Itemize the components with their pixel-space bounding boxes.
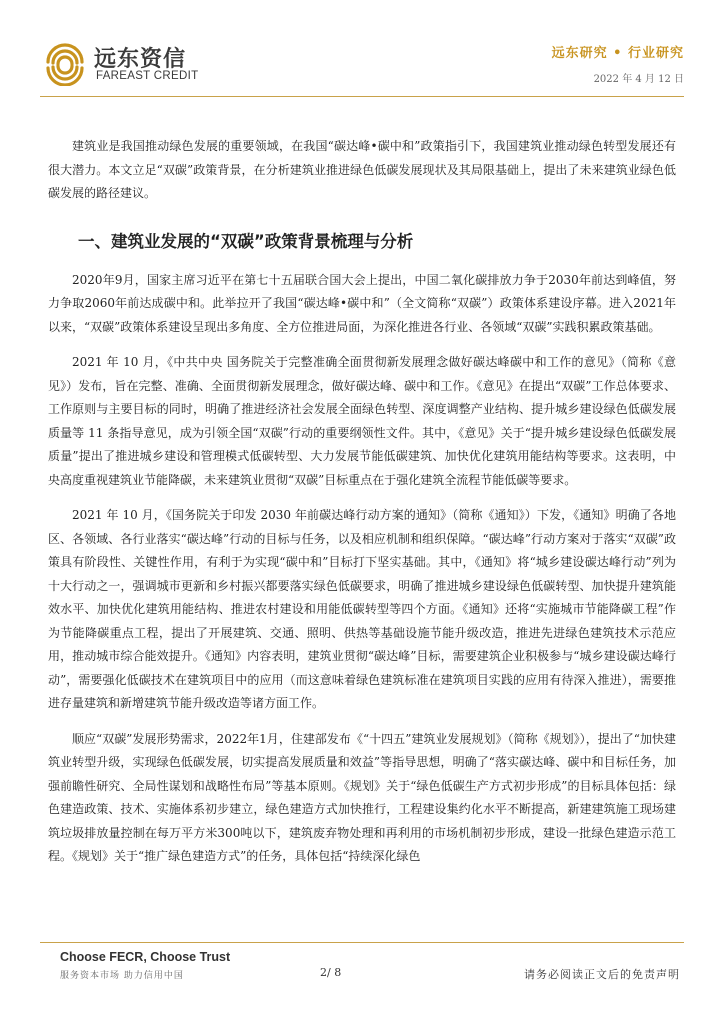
header-divider [40,96,684,97]
page-number: 2/ 8 [320,966,342,979]
report-series: 远东研究 • 行业研究 [551,46,684,61]
brand-name-cn: 远东资信 [94,47,187,72]
fareast-logo-icon [40,40,90,86]
disclaimer-notice: 请务必阅读正文后的免责声明 [524,968,680,981]
intro-paragraph: 建筑业是我国推动绿色发展的重要领域，在我国“碳达峰•碳中和”政策指引下，我国建筑业推动绿色转型发展还有很大潜力。本文立足“双碳”政策背景，在分析建筑业推进绿色低碳发展现状及其局限基础上，提出了未来建筑业绿色低碳发展的路径建议。 [48,139,676,200]
report-date: 2022 年 4 月 12 日 [593,74,684,85]
footer-divider [40,942,684,943]
report-body [48,135,676,881]
footer-slogan-sub: 服务资本市场 助力信用中国 [60,971,184,981]
body-paragraph: 顺应“双碳”发展形势需求，2022年1月，住建部发布《“十四五”建筑业发展规划》（简称《规划》），提出了“加快建筑业转型升级，实现绿色低碳发展，切实提高发展质量和效益”等指导思想，明确了“落实碳达峰、碳中和目标任务，加强前瞻性研究、全局性谋划和战略性布局”等基本原则。《规划》关于“绿色低碳生产方式初步形成”的目标具体包括：绿色建造政策、技术、实施体系初步建立，绿色建造方式加快推行，工程建设集约化水平不断提高，新建建筑施工现场建筑垃圾排放量控制在每万平方米300吨以下，建筑废弃物处理和再利用的市场机制初步形成，建设一批绿色建造示范工程。《规划》关于“推广绿色建造方式”的任务，具体包括“持续深化绿色 [48,731,676,863]
fareast-credit-logo [40,40,240,90]
brand-name-en: FAREAST CREDIT [96,70,199,82]
body-paragraph: 2021 年 10 月，《国务院关于印发 2030 年前碳达峰行动方案的通知》（简称《通知》）下发，《通知》明确了各地区、各领域、各行业落实“碳达峰”行动的目标与任务，以及相应机制和组织保障。“碳达峰”行动方案对于落实“双碳”政策具有阶段性、关键性作用，有利于为实现“碳中和”目标打下坚实基础。其中，《通知》将“城乡建设碳达峰行动”列为十大行动之一，强调城市更新和乡村振兴都要落实绿色低碳要求，明确了推进城乡建设绿色低碳转型、加快提升建筑能效水平、加快优化建筑用能结构、推进农村建设和用能低碳转型等四个方面。《通知》还将“实施城市节能降碳工程”作为节能降碳重点工程，提出了开展建筑、交通、照明、供热等基础设施节能升级改造，推进先进绿色建筑技术示范应用，推动城市综合能效提升。《通知》内容表明，建筑业贯彻“碳达峰”目标，需要建筑企业积极参与“城乡建设碳达峰行动”，需要强化低碳技术在建筑项目中的应用（而这意味着绿色建筑标准在建筑项目实践的应用有待深入推进），需要推进存量建筑和新增建筑节能升级改造等诸方面工作。 [48,508,676,710]
page-header [0,0,724,100]
section-heading: 一、建筑业发展的“双碳”政策背景梳理与分析 [78,231,414,251]
body-paragraph: 2021 年 10 月，《中共中央 国务院关于完整准确全面贯彻新发展理念做好碳达峰碳中和工作的意见》（简称《意见》）发布，旨在完整、准确、全面贯彻新发展理念，做好碳达峰、碳中和工作。《意见》在提出“双碳”工作总体要求、工作原则与主要目标的同时，明确了推进经济社会发展全面绿色转型、深度调整产业结构、提升城乡建设绿色低碳发展质量等 11 条指导意见，成为引领全国“双碳”行动的重要纲领性文件。其中，《意见》关于“提升城乡建设绿色低碳发展质量”提出了推进城乡建设和管理模式低碳转型、大力发展节能低碳建筑、加快优化建筑用能结构等要求。这表明，中央高度重视建筑业节能降碳，未来建筑业贯彻“双碳”目标重点在于强化建筑全流程节能低碳等要求。 [48,355,676,487]
footer-slogan: Choose FECR, Choose Trust [60,950,231,964]
body-paragraph: 2020年9月，国家主席习近平在第七十五届联合国大会上提出，中国二氧化碳排放力争于2030年前达到峰值，努力争取2060年前达成碳中和。此举拉开了我国“碳达峰•碳中和”（全文简称“双碳”）政策体系建设序幕。进入2021年以来，“双碳”政策体系建设呈现出多角度、全方位推进局面，为深化推进各行业、各领域“双碳”实践积累政策基础。 [48,272,676,334]
